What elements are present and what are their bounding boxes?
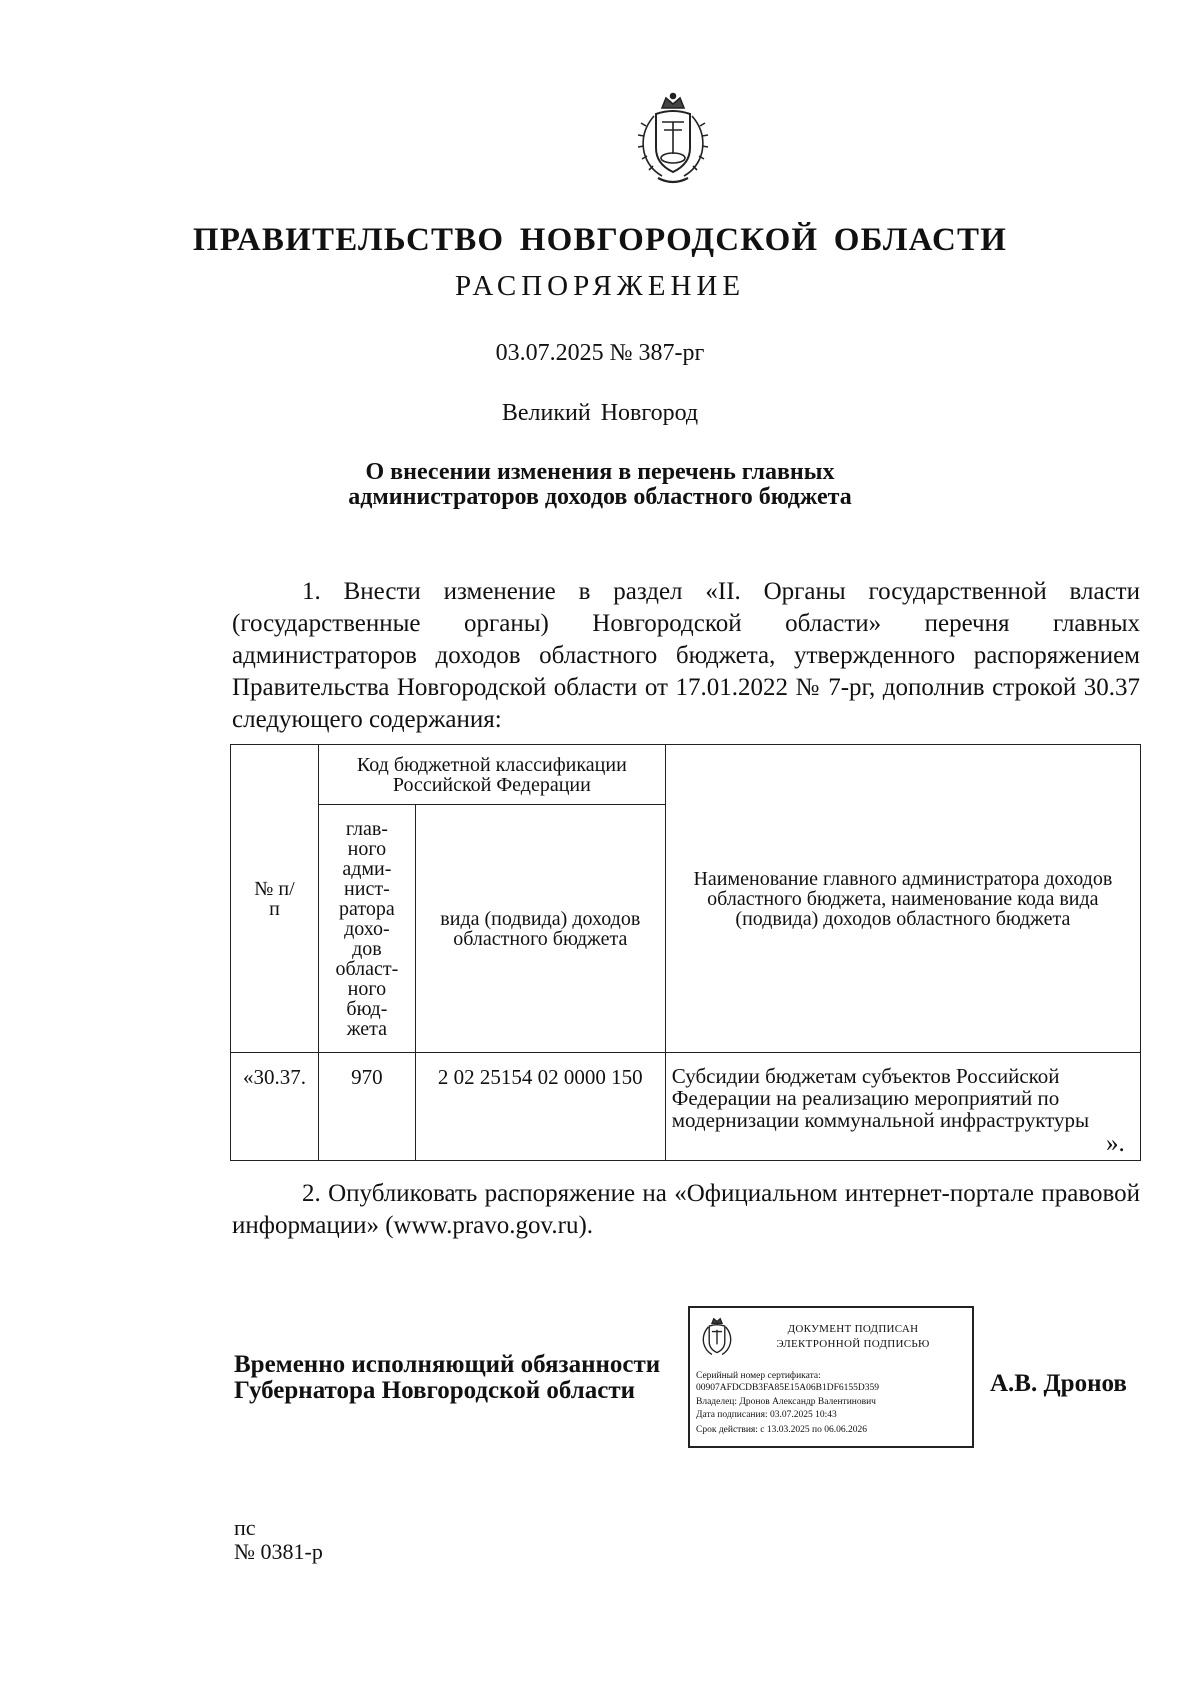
signer-position-line-2: Губернатора Новгородской области xyxy=(234,1377,636,1404)
document-date-number: 03.07.2025 № 387-рг xyxy=(495,340,705,366)
electronic-signature-stamp xyxy=(688,1306,974,1448)
stamp-heading-line-2: ЭЛЕКТРОННОЙ ПОДПИСЬЮ xyxy=(776,1338,930,1350)
document-subject xyxy=(0,460,1200,510)
stamp-emblem-icon xyxy=(698,1316,736,1360)
table-header-row xyxy=(231,745,1141,805)
header-kbk-group: Код бюджетной классификации Российской Федерации xyxy=(318,745,665,805)
paragraph-1 xyxy=(232,576,1140,736)
subject-line-2: администраторов доходов областного бюджета xyxy=(348,484,852,510)
stamp-serial: 00907AFDCDB3FA85E15A06B1DF6155D359 xyxy=(696,1383,879,1393)
row-kind-code: 2 02 25154 02 0000 150 xyxy=(415,1053,665,1161)
header-kind-code: вида (подвида) доходов областного бюджета xyxy=(415,805,665,1053)
budget-codes-table xyxy=(230,744,1141,1161)
table-row xyxy=(231,1053,1141,1161)
row-admin-name: Субсидии бюджетам субъектов Российской Федерации на реализацию мероприятий по модернизации коммунальной инфраструктуры xyxy=(665,1053,1140,1161)
signer-position-line-1: Временно исполняющий обязанности xyxy=(234,1351,661,1378)
stamp-validity: Срок действия: с 13.03.2025 по 06.06.2026 xyxy=(696,1425,867,1435)
stamp-signed-at: Дата подписания: 03.07.2025 10:43 xyxy=(696,1410,837,1420)
header-admin-code: глав- ного адми- нист- ратора дохо- дов област- ного бюд- жета xyxy=(318,805,415,1053)
stamp-owner: Владелец: Дронов Александр Валентинович xyxy=(696,1397,876,1407)
signer-name: А.В. Дронов xyxy=(990,1370,1127,1397)
row-admin-code: 970 xyxy=(318,1053,415,1161)
header-admin-name: Наименование главного администратора доходов областного бюджета, наименование кода вида (подвида) доходов областного бюджета xyxy=(665,745,1140,1053)
signer-position xyxy=(234,1352,660,1404)
stamp-heading xyxy=(738,1322,968,1352)
government-title: ПРАВИТЕЛЬСТВО НОВГОРОДСКОЙ ОБЛАСТИ xyxy=(192,222,1008,258)
footer-note xyxy=(234,1516,323,1564)
document-type: РАСПОРЯЖЕНИЕ xyxy=(454,270,746,302)
document-city: Великий Новгород xyxy=(501,400,699,426)
paragraph-2 xyxy=(232,1178,1140,1242)
paragraph-2-text: 2. Опубликовать распоряжение на «Официальном интернет-портале правовой информации» (www.pravo.gov.ru). xyxy=(232,1180,1140,1239)
stamp-heading-line-1: ДОКУМЕНТ ПОДПИСАН xyxy=(787,1323,919,1335)
stamp-serial-label: Серийный номер сертификата: xyxy=(696,1371,821,1381)
closing-quote: ». xyxy=(1106,1130,1125,1157)
header-num: № п/п xyxy=(231,745,319,1053)
coat-of-arms-emblem xyxy=(632,92,714,188)
subject-line-1: О внесении изменения в перечень главных xyxy=(365,459,835,485)
row-num: «30.37. xyxy=(231,1053,319,1161)
footer-line-1: пс xyxy=(234,1515,256,1540)
footer-line-2: № 0381-р xyxy=(234,1539,323,1564)
paragraph-1-text: 1. Внести изменение в раздел «II. Органы государственной власти (государственные органы) Новгородской области» перечня главных администраторов доходов областного бюджета, утвержденного распоряжением Правительства Новгородской области от 17.01.2022 № 7-рг, дополнив строкой 30.37 следующего содержания: xyxy=(232,578,1140,733)
